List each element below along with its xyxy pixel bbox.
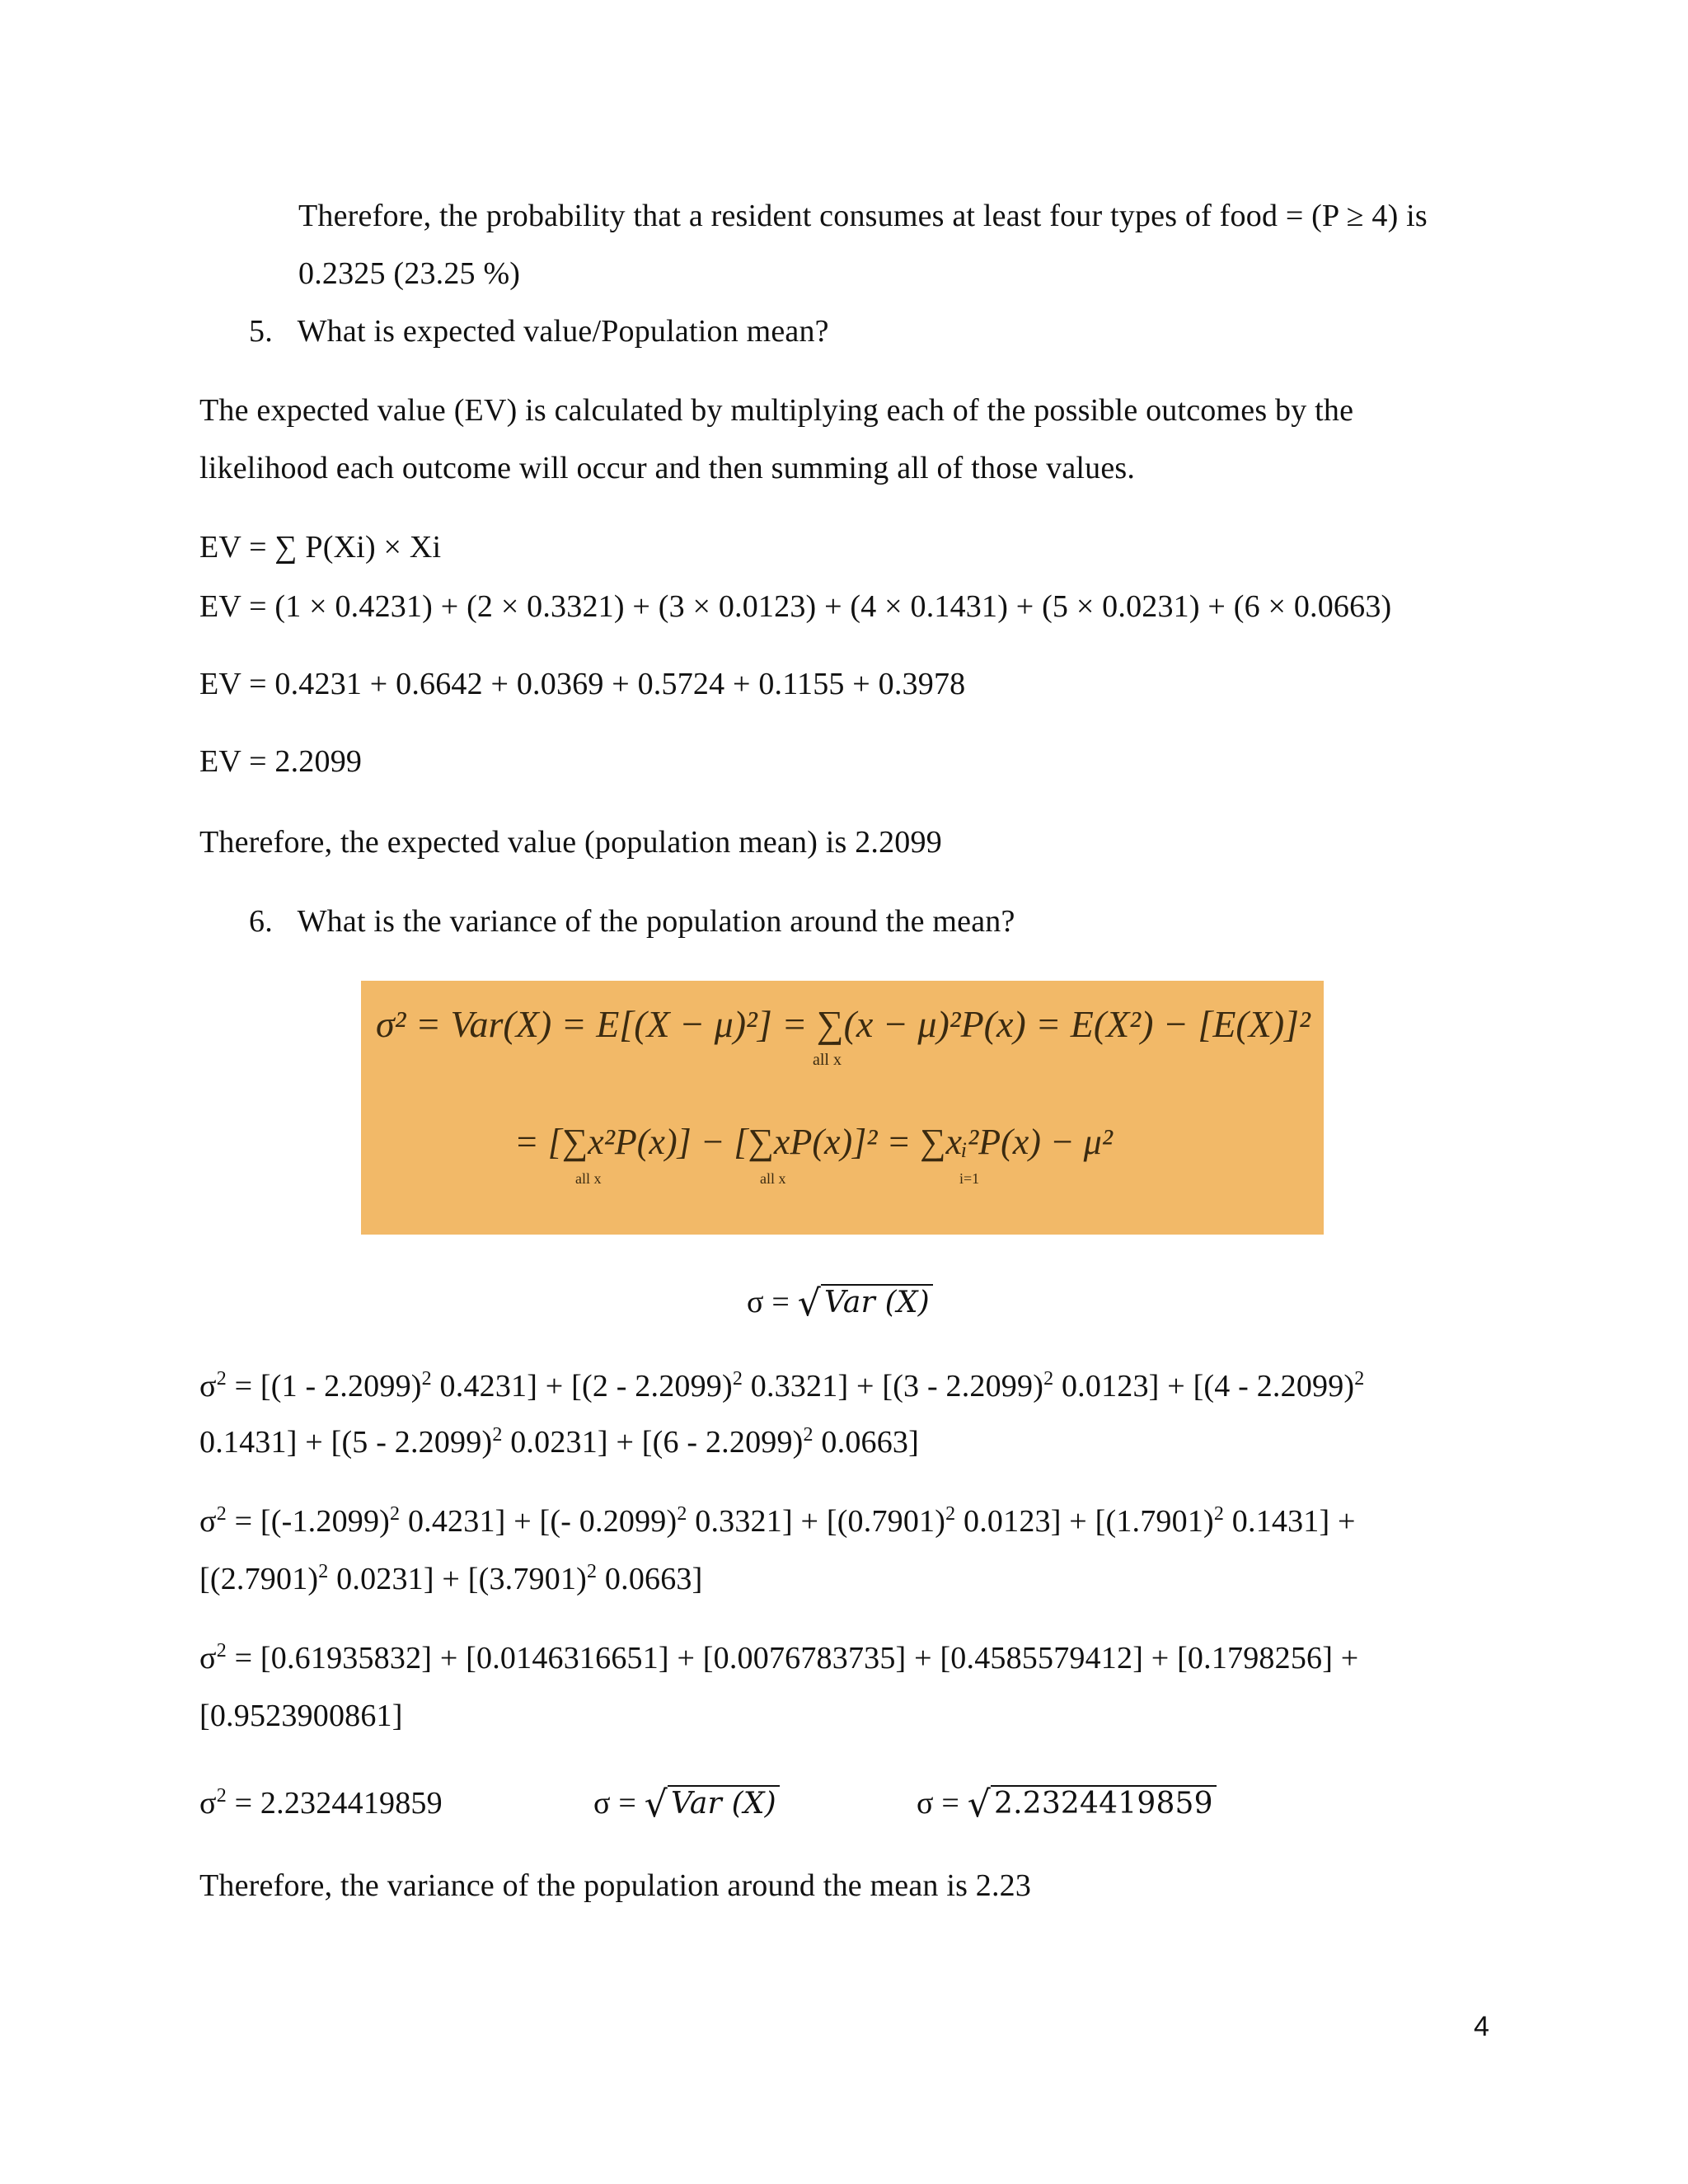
ev-expanded: EV = (1 × 0.4231) + (2 × 0.3321) + (3 × 0.0123) + (4 × 0.1431) + (5 × 0.0231) + (6 × 0.0663): [199, 589, 1392, 624]
ev-products: EV = 0.4231 + 0.6642 + 0.0369 + 0.5724 + 0.1155 + 0.3978: [199, 667, 966, 701]
square-root: √ Var (X): [798, 1284, 933, 1322]
variance-result: $\sigma^2 = 2.2324419859$: [199, 1785, 443, 1821]
variance-calc-line-5: $\sigma^2 = [0.61935832] + [0.0146316651] + [0.0076783735] + [0.4585579412] + [0.1798256]$ +: [199, 1640, 1359, 1675]
question-text: What is expected value/Population mean?: [297, 314, 829, 349]
ev-conclusion: Therefore, the expected value (population mean) is 2.2099: [199, 825, 942, 860]
question-5: [249, 313, 829, 349]
variance-conclusion: Therefore, the variance of the population around the mean is 2.23: [199, 1868, 1032, 1903]
question-6: [249, 903, 1015, 940]
ev-description-line-2: likelihood each outcome will occur and then summing all of those values.: [199, 451, 1136, 485]
variance-calc-line-1: $\sigma^2 = [(1 - 2.2099)^2$ 0.4231] + [(2 - 2.2099)$^2$ 0.3321] + [(3 - 2.2099)$^2$ 0.0123] + [(4 - 2.2099)$^2$: [199, 1368, 1365, 1404]
variance-formula-line-2: = [∑x²P(x)] − [∑xP(x)]² = ∑xᵢ²P(x) − μ²: [514, 1122, 1113, 1162]
sigma-definition: [747, 1284, 933, 1322]
intro-line-1: Therefore, the probability that a resident consumes at least four types of food = (P ≥ 4) is: [298, 199, 1428, 233]
sigma-definition-radicand: Var (X): [821, 1284, 933, 1319]
ev-description-line-1: The expected value (EV) is calculated by multiplying each of the possible outcomes by the: [199, 393, 1354, 428]
page-number: 4: [1474, 2011, 1489, 2042]
question-number: 5.: [249, 314, 273, 349]
variance-calc-line-2: 0.1431] + [(5 - 2.2099)$^2$ 0.0231] + [(6 - 2.2099)$^2$ 0.0663]: [199, 1424, 919, 1460]
intro-line-2: 0.2325 (23.25 %): [298, 256, 521, 291]
variance-formula-line-1: σ² = Var(X) = E[(X − μ)²] = ∑(x − μ)²P(x) = E(X²) − [E(X)]²: [376, 1003, 1311, 1045]
variance-formula-image: [361, 981, 1324, 1235]
question-number: 6.: [249, 904, 273, 939]
question-text: What is the variance of the population around the mean?: [297, 904, 1015, 939]
sum-subscript-all-x-3: all x: [760, 1170, 786, 1187]
ev-formula: EV = ∑ P(Xi) × Xi: [199, 530, 442, 565]
variance-calc-line-3: $\sigma^2 = [(-1.2099)^2$ 0.4231] + [(- 0.2099)$^2$ $0.3321] + [(0.7901)^2$ $0.0123] + [(1.7901)^2$ 0.1431] +: [199, 1503, 1356, 1539]
sigma-value: σ = √ 2.2324419859: [917, 1785, 1217, 1823]
variance-calc-line-4: [$(2.7901)^2$ $0.0231] + [(3.7901)^2$ 0.0663]: [199, 1561, 703, 1596]
sum-subscript-all-x: all x: [813, 1051, 842, 1069]
ev-result: EV = 2.2099: [199, 744, 363, 779]
sigma-formula: σ = √ Var (X): [593, 1785, 780, 1823]
sigma-definition-lhs: σ =: [747, 1285, 790, 1319]
square-root: √ 2.2324419859: [968, 1785, 1217, 1823]
sum-subscript-all-x-2: all x: [575, 1170, 602, 1187]
variance-calc-line-6: [0.9523900861]: [199, 1699, 403, 1733]
square-root: √ Var (X): [645, 1785, 780, 1823]
sum-subscript-i-1: i=1: [959, 1170, 980, 1187]
